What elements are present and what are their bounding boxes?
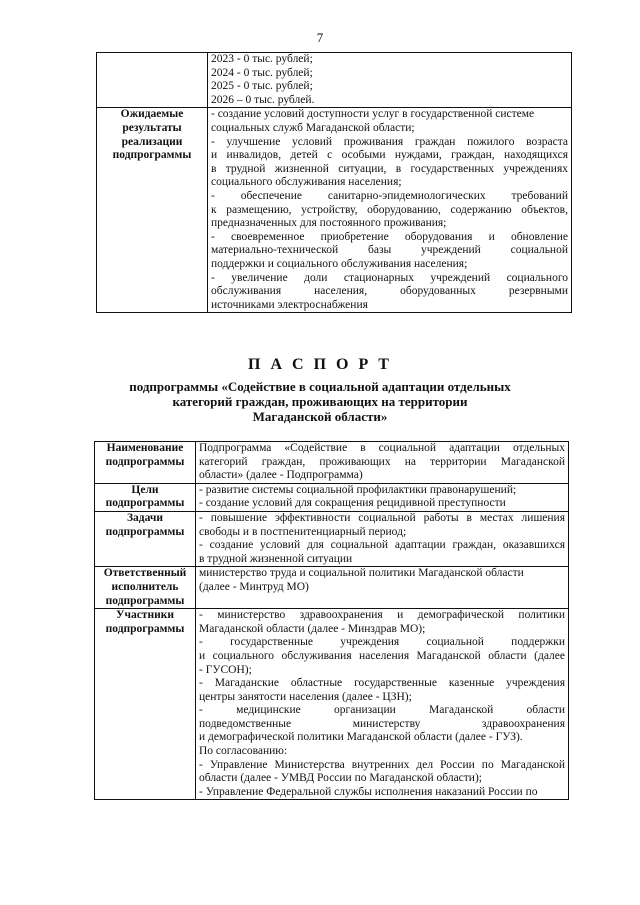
passport-title: П А С П О Р Т xyxy=(248,356,392,373)
results-text: - создание условий доступности услуг в государственной системе социальных служб Магаданской области; - улучшение условий проживания граждан пожилого возраста и инвалидов, детей с особыми нуждами, граждан, находящихся в трудной жизненной ситуации, в государственных учреждениях социального обслуживания населения; - обеспечение санитарно-эпидемиологических требований к размещению, устройству, оборудованию, содержанию объектов, предназначенных для постоянного проживания; - своевременное приобретение оборудования и обновление материально-технической базы учреждений социальной поддержки и социального обслуживания населения; - увеличение доли стационарных учреждений социального обслуживания населения, оборудованных резервными источниками электроснабжения xyxy=(208,108,572,313)
subprogram-table-continued xyxy=(96,52,572,313)
funding-row xyxy=(97,53,572,108)
participants-label: Участники подпрограммы xyxy=(95,609,196,800)
executor-text: министерство труда и социальной политики Магаданской области (далее - Минтруд МО) xyxy=(196,567,569,609)
funding-values-cell xyxy=(208,53,572,108)
participants-text: - министерство здравоохранения и демографической политики Магаданской области (далее - Минздрав МО); - государственные учреждения социальной поддержки и социального обслуживания населения Магаданской области (далее - ГУСОН); - Магаданские областные государственные казенные учреждения центры занятости населения (далее - ЦЗН); - медицинские организации Магаданской области подведомственные министерству здравоохранения и демографической политики Магаданской области (далее - ГУЗ). По согласованию: - Управление Министерства внутренних дел России по Магаданской области (далее - УМВД России по Магаданской области); - Управление Федеральной службы исполнения наказаний России по xyxy=(196,609,569,800)
tasks-label: Задачи подпрограммы xyxy=(95,511,196,566)
funding-label-cell xyxy=(97,53,208,108)
participants-row xyxy=(95,609,569,800)
results-row xyxy=(97,108,572,313)
funding-line: 2025 - 0 тыс. рублей; xyxy=(211,80,313,93)
goals-label: Цели подпрограммы xyxy=(95,483,196,511)
funding-line: 2024 - 0 тыс. рублей; xyxy=(211,66,313,79)
passport-table xyxy=(94,441,569,800)
executor-label: Ответственный исполнитель подпрограммы xyxy=(95,567,196,609)
goals-row xyxy=(95,483,569,511)
results-label: Ожидаемые результаты реализации подпрограммы xyxy=(97,108,208,313)
tasks-text: - повышение эффективности социальной работы в местах лишения свободы и в постпенитенциарный период; - создание условий для социальной адаптации граждан, оказавшихся в трудной жизненной ситуации xyxy=(196,511,569,566)
tasks-row xyxy=(95,511,569,566)
funding-line: 2023 - 0 тыс. рублей; xyxy=(211,53,313,65)
funding-line: 2026 – 0 тыс. рублей. xyxy=(211,93,315,106)
passport-subtitle: подпрограммы «Содействие в социальной адаптации отдельных категорий граждан, проживающих на территории Магаданской области» xyxy=(129,379,511,424)
name-row xyxy=(95,442,569,484)
executor-row xyxy=(95,567,569,609)
name-label: Наименование подпрограммы xyxy=(95,442,196,484)
page-number: 7 xyxy=(316,30,324,45)
name-text: Подпрограмма «Содействие в социальной адаптации отдельных категорий граждан, проживающих на территории Магаданской области» (далее - Подпрограмма) xyxy=(196,442,569,484)
goals-text: - развитие системы социальной профилактики правонарушений; - создание условий для сокращения рецидивной преступности xyxy=(196,483,569,511)
